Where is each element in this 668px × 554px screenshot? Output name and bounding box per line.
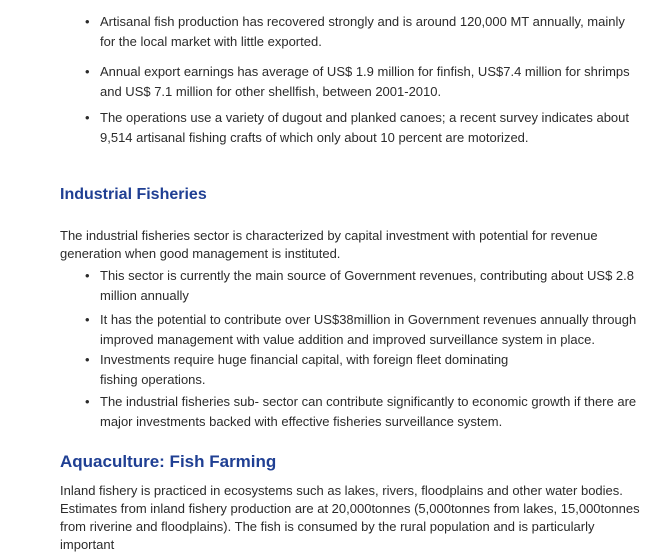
list-item: • Annual export earnings has average of US$ 1.9 million for finfish, US$7.4 million for shrimps and US$ 7.1 million for other shellfish, between 2001-2010. bbox=[100, 62, 640, 102]
list-item: • Investments require huge financial capital, with foreign fleet dominating fishing operations. bbox=[100, 350, 520, 390]
list-item: • This sector is currently the main source of Government revenues, contributing about US$ 2.8 million annually bbox=[100, 266, 640, 306]
aquaculture-intro-paragraph: Inland fishery is practiced in ecosystems such as lakes, rivers, floodplains and other water bodies. Estimates from inland fishery production are at 20,000tonnes (5,000tonnes from lakes, 15,000tonnes from riverine and floodplains). The fish is consumed by the rural population and is particularly important bbox=[60, 483, 640, 552]
list-item: • It has the potential to contribute over US$38million in Government revenues annually through improved management with value addition and improved surveillance system in place. bbox=[100, 310, 640, 350]
list-item: • Artisanal fish production has recovered strongly and is around 120,000 MT annually, mainly for the local market with little exported. bbox=[100, 12, 640, 52]
section-heading-aquaculture: Aquaculture: Fish Farming bbox=[60, 452, 277, 471]
section-heading-industrial-fisheries: Industrial Fisheries bbox=[60, 186, 207, 203]
industrial-intro-paragraph: The industrial fisheries sector is characterized by capital investment with potential for revenue generation when good management is instituted. bbox=[60, 228, 598, 261]
list-item: • The operations use a variety of dugout and planked canoes; a recent survey indicates about 9,514 artisanal fishing crafts of which only about 10 percent are motorized. bbox=[100, 108, 640, 148]
list-item: • The industrial fisheries sub- sector can contribute significantly to economic growth if there are major investments backed with effective fisheries surveillance system. bbox=[100, 392, 640, 432]
